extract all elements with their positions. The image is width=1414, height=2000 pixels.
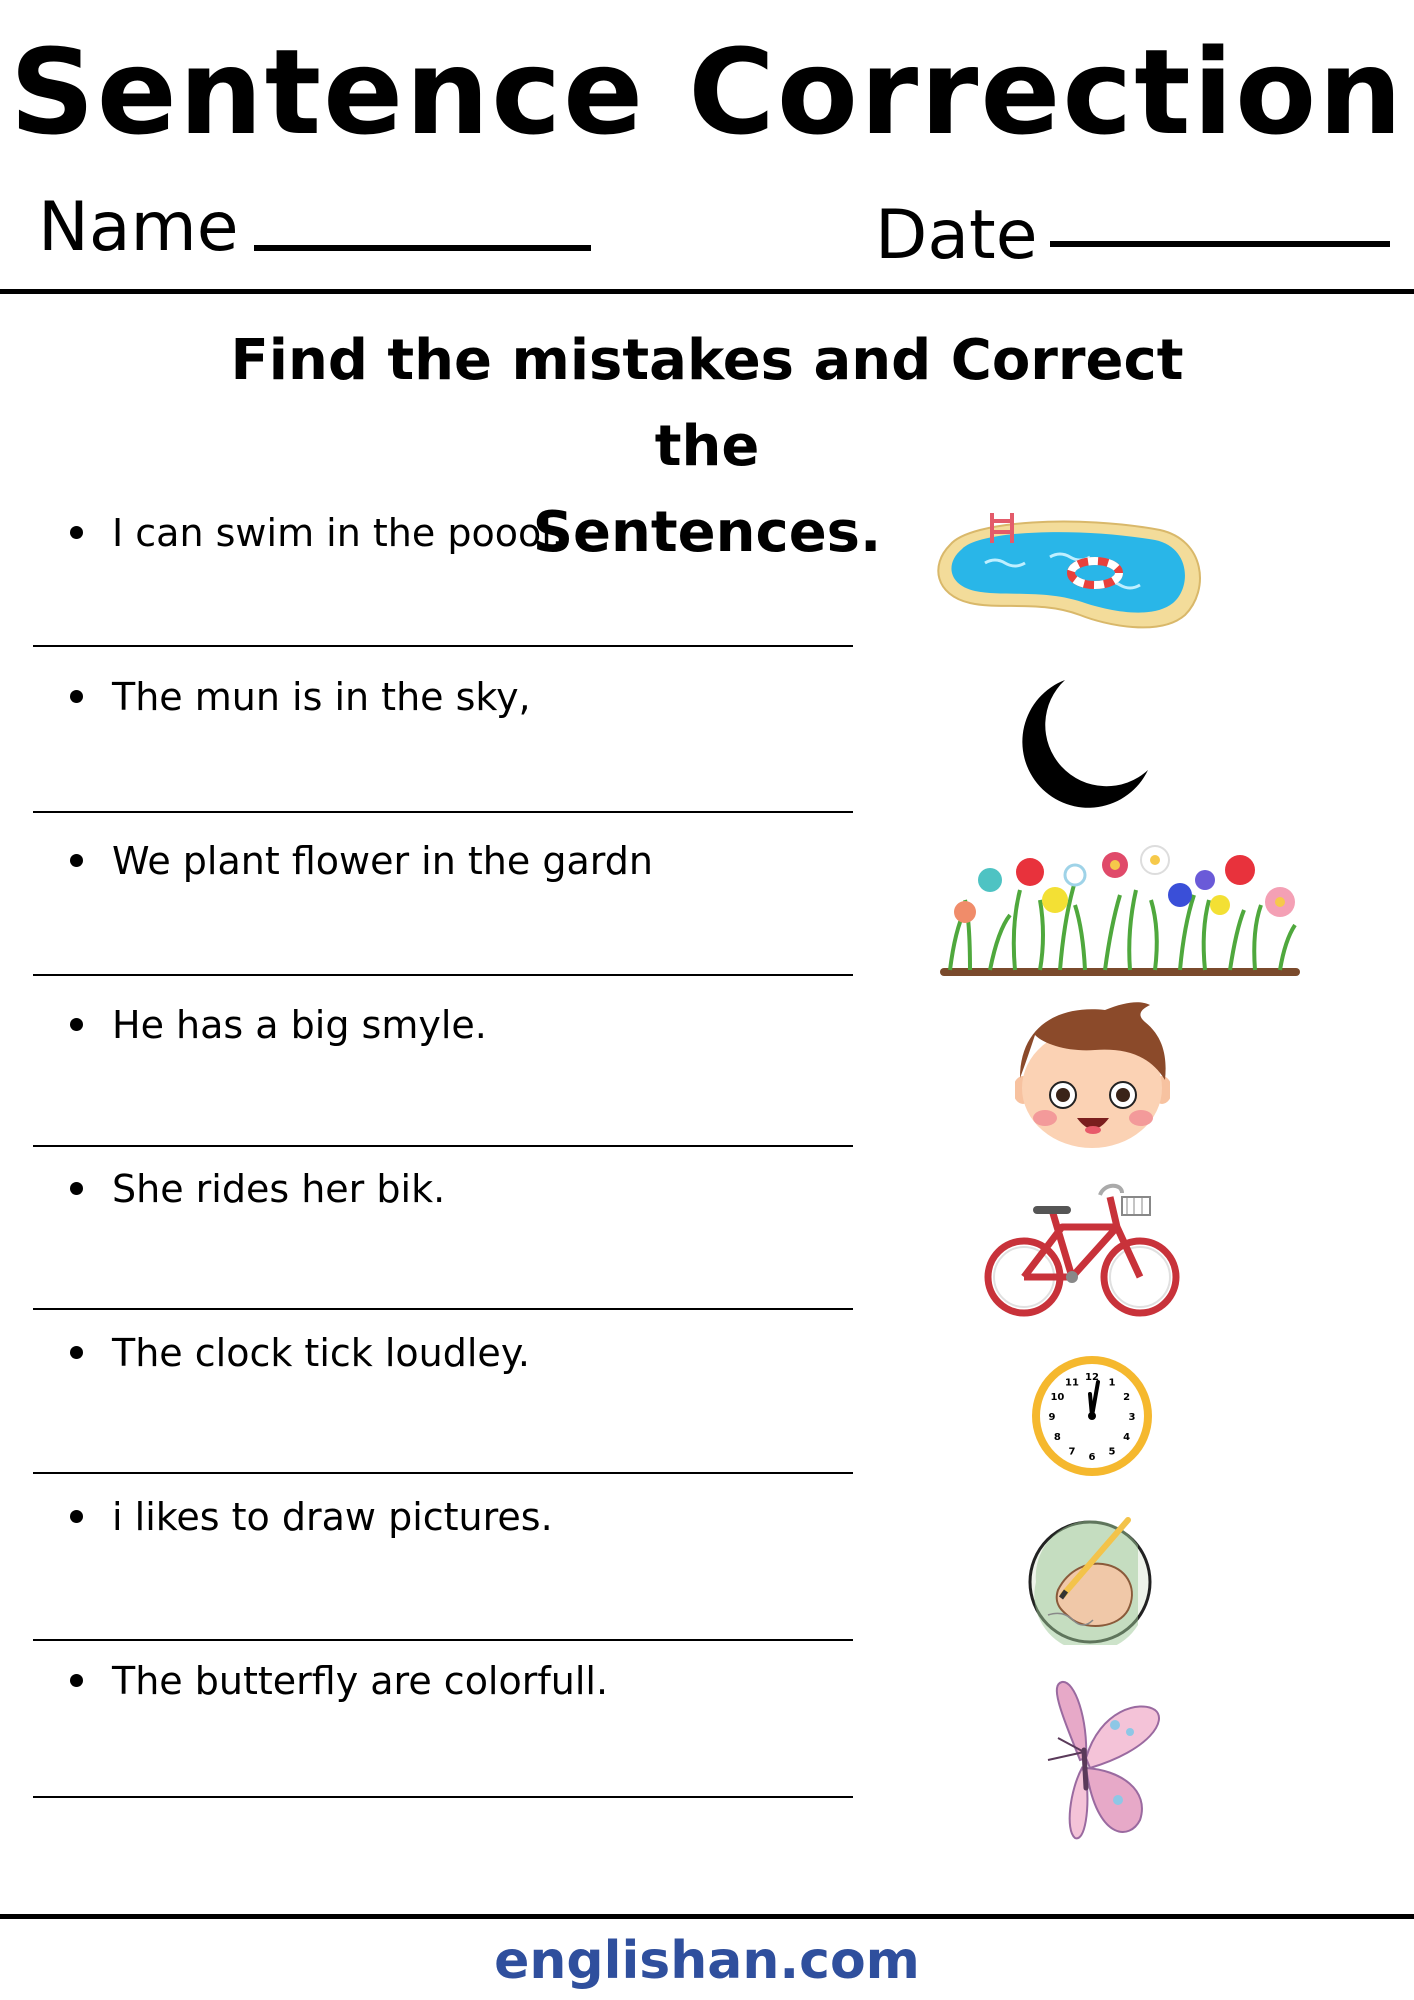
- footer-divider: [0, 1914, 1414, 1919]
- instruction-line-2: Sentences.: [532, 500, 882, 565]
- bullet: [70, 690, 83, 703]
- clock-number: 5: [1108, 1446, 1116, 1458]
- sentence: He has a big smyle.: [112, 1003, 487, 1047]
- sentence: The mun is in the sky,: [112, 675, 531, 719]
- clock-number: 10: [1050, 1392, 1065, 1403]
- drawing-hand-icon: [1028, 1510, 1153, 1645]
- bullet: [70, 854, 83, 867]
- answer-line[interactable]: [33, 1145, 853, 1147]
- answer-line[interactable]: [33, 645, 853, 647]
- bicycle-icon: [982, 1175, 1182, 1320]
- page-title: Sentence Correction: [9, 23, 1405, 161]
- answer-line[interactable]: [33, 811, 853, 813]
- butterfly-icon: [1020, 1680, 1165, 1845]
- bullet: [70, 1674, 83, 1687]
- footer-site[interactable]: englishan.com: [494, 1931, 920, 1991]
- boy-face-icon: [1015, 1000, 1170, 1150]
- clock-number: 6: [1088, 1452, 1096, 1463]
- clock-number: 11: [1065, 1377, 1079, 1389]
- moon-icon: [1010, 672, 1150, 812]
- bullet: [70, 526, 83, 539]
- header-divider: [0, 289, 1414, 294]
- bullet: [70, 1182, 83, 1195]
- name-write-line[interactable]: [254, 245, 591, 251]
- clock-number: 2: [1123, 1392, 1131, 1403]
- instruction-line-1: Find the mistakes and Correct the: [230, 328, 1184, 479]
- clock-number: 9: [1048, 1412, 1056, 1423]
- answer-line[interactable]: [33, 1308, 853, 1310]
- answer-line[interactable]: [33, 1639, 853, 1641]
- name-label: Name: [38, 188, 239, 267]
- answer-line[interactable]: [33, 1472, 853, 1474]
- clock-number: 4: [1123, 1432, 1131, 1443]
- clock-number: 7: [1068, 1446, 1076, 1458]
- clock-number: 3: [1128, 1412, 1136, 1423]
- sentence: i likes to draw pictures.: [112, 1495, 553, 1539]
- sentence: The clock tick loudley.: [112, 1331, 530, 1375]
- sentence: We plant flower in the gardn: [112, 839, 653, 883]
- bullet: [70, 1346, 83, 1359]
- clock-number: 1: [1108, 1377, 1116, 1389]
- bullet: [70, 1018, 83, 1031]
- answer-line[interactable]: [33, 974, 853, 976]
- sentence: She rides her bik.: [112, 1167, 446, 1211]
- date-write-line[interactable]: [1050, 241, 1390, 247]
- sentence: I can swim in the poool.: [112, 511, 564, 555]
- bullet: [70, 1510, 83, 1523]
- pool-icon: [930, 505, 1205, 640]
- flower-garden-icon: [930, 840, 1310, 980]
- clock-icon: [1028, 1352, 1156, 1480]
- date-label: Date: [875, 196, 1038, 275]
- answer-line[interactable]: [33, 1796, 853, 1798]
- clock-number: 8: [1053, 1432, 1061, 1443]
- sentence: The butterfly are colorfull.: [112, 1659, 609, 1703]
- clock-number: 12: [1085, 1372, 1099, 1383]
